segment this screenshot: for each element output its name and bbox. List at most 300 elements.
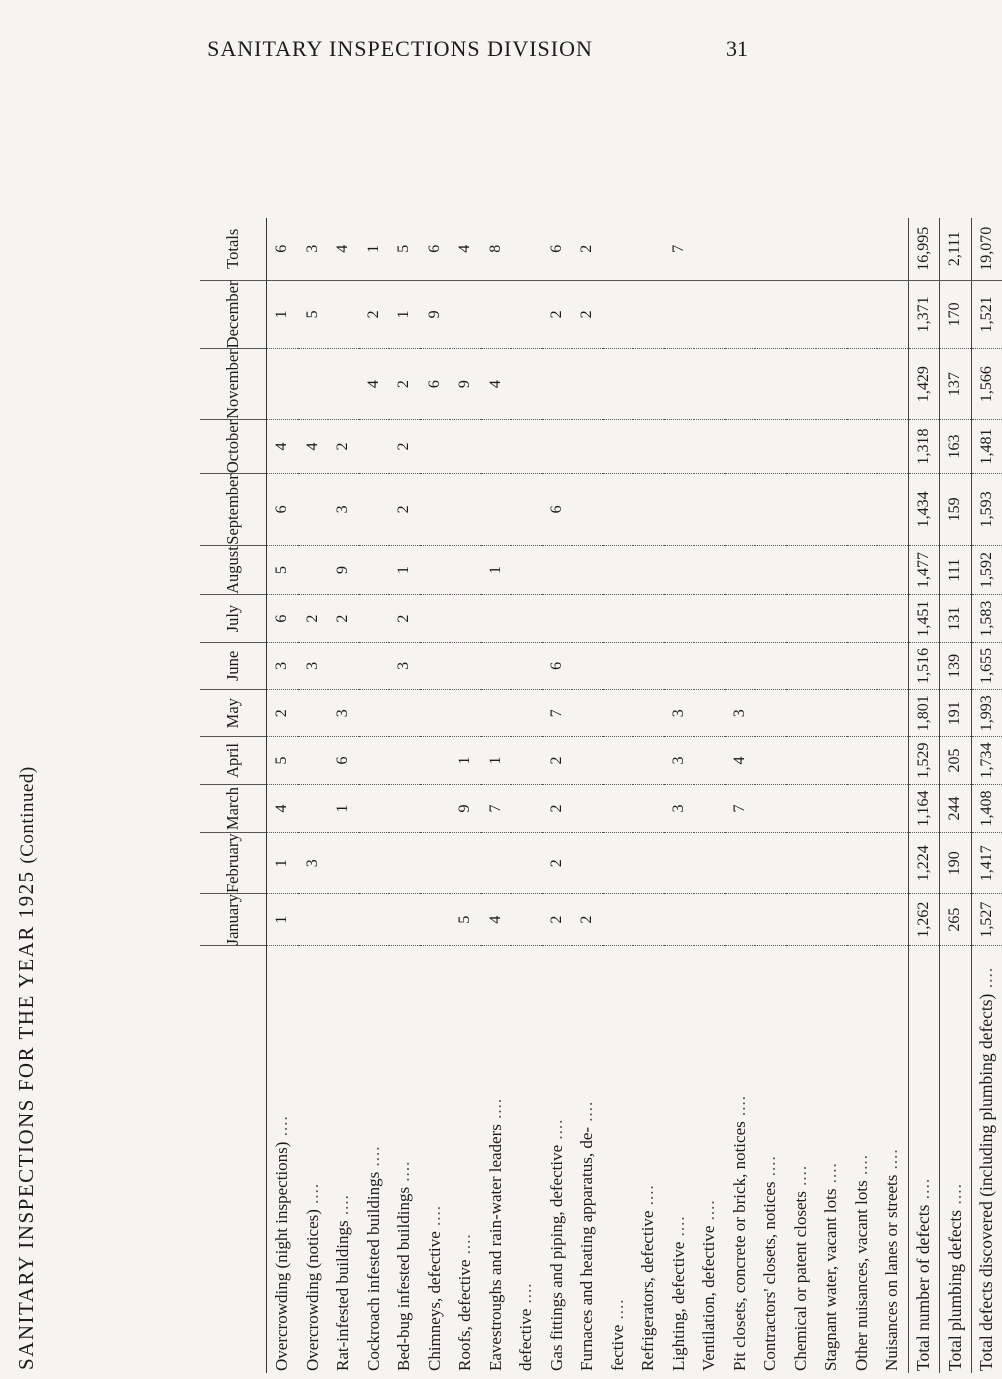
row-label: Lighting, defective .... (668, 1215, 688, 1371)
table-row (389, 218, 420, 1373)
table-cell (847, 349, 878, 420)
table-cell (633, 595, 664, 642)
table-cell (786, 737, 817, 784)
table-cell (877, 545, 908, 595)
row-label: Other nuisances, vacant lots .... (851, 1154, 871, 1371)
table-row (847, 218, 878, 1373)
table-cell (847, 784, 878, 833)
table-cell: 5 (450, 894, 481, 946)
table-cell: 19,070 (971, 218, 1002, 280)
table-cell: 7 (664, 218, 695, 280)
table-cell (420, 737, 451, 784)
table-cell: 1,224 (908, 833, 940, 894)
table-cell (816, 474, 847, 546)
table-cell (511, 595, 542, 642)
table-cell (511, 690, 542, 737)
table-row (877, 218, 908, 1373)
table-cell: 1,734 (971, 737, 1002, 784)
table-cell (359, 737, 390, 784)
table-cell: 3 (298, 833, 329, 894)
table-cell: 4 (481, 894, 512, 946)
table-cell (786, 218, 817, 280)
table-cell: 205 (940, 737, 972, 784)
table-cell: 4 (298, 419, 329, 473)
table-cell (450, 280, 481, 349)
row-label: Total plumbing defects .... (940, 946, 972, 1373)
table-cell (694, 474, 725, 546)
table-cell (481, 595, 512, 642)
table-cell: 2 (542, 280, 573, 349)
table-cell (633, 218, 664, 280)
table-cell (298, 784, 329, 833)
table-cell: 1,655 (971, 642, 1002, 689)
table-cell: 6 (420, 218, 451, 280)
table-cell (572, 737, 603, 784)
row-label: Contractors' closets, notices .... (760, 1155, 780, 1371)
table-cell (877, 737, 908, 784)
table-cell: 7 (725, 784, 756, 833)
table-cell (786, 784, 817, 833)
table-cell (877, 474, 908, 546)
table-row (420, 218, 451, 1373)
table-cell (389, 894, 420, 946)
table-cell (481, 833, 512, 894)
table-row (633, 218, 664, 1373)
table-cell (725, 218, 756, 280)
table-cell (633, 894, 664, 946)
row-label: Pit closets, concrete or brick, notices .... (729, 1095, 749, 1371)
category-header (200, 946, 267, 1373)
table-cell: 6 (267, 218, 298, 280)
inspection-table (200, 218, 1002, 1373)
table-cell: 1,516 (908, 642, 940, 689)
table-cell: 1,417 (971, 833, 1002, 894)
table-cell (755, 419, 786, 473)
table-cell (725, 419, 756, 473)
table-cell: 1,592 (971, 545, 1002, 595)
table-row (298, 218, 329, 1373)
table-cell (877, 218, 908, 280)
table-cell (816, 690, 847, 737)
table-cell (603, 737, 634, 784)
table-cell (572, 690, 603, 737)
table-cell (633, 784, 664, 833)
table-cell (603, 545, 634, 595)
table-cell (664, 833, 695, 894)
table-cell: 1,318 (908, 419, 940, 473)
column-header: June (200, 642, 267, 689)
table-cell: 4 (359, 349, 390, 420)
table-cell: 4 (267, 419, 298, 473)
table-cell (511, 280, 542, 349)
table-cell: 9 (420, 280, 451, 349)
table-title (14, 766, 39, 1370)
table-cell (603, 595, 634, 642)
row-label: Ventilation, defective .... (699, 1199, 719, 1371)
table-cell (786, 349, 817, 420)
page-number: 31 (726, 36, 748, 61)
row-label: Rat-infested buildings .... (333, 1194, 353, 1371)
table-cell (389, 833, 420, 894)
table-cell (542, 419, 573, 473)
table-cell (420, 833, 451, 894)
table-cell (847, 474, 878, 546)
table-title-suffix: (Continued) (17, 766, 38, 864)
table-cell (603, 349, 634, 420)
table-row (755, 218, 786, 1373)
table-cell: 190 (940, 833, 972, 894)
table-cell (816, 784, 847, 833)
table-cell: 3 (664, 737, 695, 784)
table-cell (725, 642, 756, 689)
table-cell (603, 894, 634, 946)
table-cell (572, 642, 603, 689)
row-label: Cockroach infested buildings .... (363, 1145, 383, 1371)
table-cell (450, 419, 481, 473)
table-cell (847, 642, 878, 689)
table-cell (511, 784, 542, 833)
table-cell: 9 (328, 545, 359, 595)
table-cell: 3 (298, 642, 329, 689)
table-row (664, 218, 695, 1373)
table-row (359, 218, 390, 1373)
table-cell: 111 (940, 545, 972, 595)
table-cell: 1,429 (908, 349, 940, 420)
table-cell: 6 (328, 737, 359, 784)
column-header: November (200, 349, 267, 420)
table-row (542, 218, 573, 1373)
table-cell: 2 (267, 690, 298, 737)
table-cell (694, 280, 725, 349)
table-cell (420, 419, 451, 473)
table-cell: 3 (725, 690, 756, 737)
table-row (572, 218, 603, 1373)
table-cell (511, 642, 542, 689)
table-cell (877, 642, 908, 689)
table-cell: 2 (389, 474, 420, 546)
table-cell: 1 (359, 218, 390, 280)
table-cell (633, 690, 664, 737)
table-cell: 3 (267, 642, 298, 689)
row-label: Total defects discovered (including plumbing defects) .... (971, 946, 1002, 1373)
table-cell (694, 545, 725, 595)
table-cell (816, 642, 847, 689)
table-cell (420, 642, 451, 689)
table-cell: 5 (267, 737, 298, 784)
table-cell (664, 419, 695, 473)
table-cell: 1,408 (971, 784, 1002, 833)
table-cell: 2 (298, 595, 329, 642)
table-cell (298, 474, 329, 546)
table-cell (542, 545, 573, 595)
table-cell: 5 (298, 280, 329, 349)
table-cell: 137 (940, 349, 972, 420)
table-cell (725, 833, 756, 894)
column-header: September (200, 474, 267, 546)
table-row (725, 218, 756, 1373)
table-cell: 244 (940, 784, 972, 833)
table-cell (847, 419, 878, 473)
table-cell (786, 894, 817, 946)
table-cell (481, 474, 512, 546)
table-cell: 7 (481, 784, 512, 833)
table-cell (816, 833, 847, 894)
row-label: Stagnant water, vacant lots .... (821, 1162, 841, 1371)
table-cell (298, 349, 329, 420)
table-cell (359, 474, 390, 546)
table-cell (755, 642, 786, 689)
row-label: Gas fittings and piping, defective .... (546, 1118, 566, 1371)
row-label: Chemical or patent closets .... (790, 1164, 810, 1371)
table-cell (359, 595, 390, 642)
table-cell: 2 (359, 280, 390, 349)
table-cell: 6 (542, 642, 573, 689)
table-cell (633, 280, 664, 349)
table-cell: 2 (572, 218, 603, 280)
table-cell (877, 349, 908, 420)
table-row (940, 218, 972, 1373)
table-cell (816, 545, 847, 595)
table-row (971, 218, 1002, 1373)
table-cell (725, 595, 756, 642)
table-cell (694, 419, 725, 473)
table-cell: 3 (389, 642, 420, 689)
table-cell (420, 474, 451, 546)
table-cell (847, 280, 878, 349)
table-cell: 159 (940, 474, 972, 546)
table-cell: 139 (940, 642, 972, 689)
table-cell (877, 894, 908, 946)
table-cell: 16,995 (908, 218, 940, 280)
table-cell (298, 894, 329, 946)
table-cell (694, 218, 725, 280)
table-cell (755, 595, 786, 642)
table-cell: 1,527 (971, 894, 1002, 946)
rotated-table-wrapper (200, 218, 997, 1373)
table-cell: 6 (542, 474, 573, 546)
table-cell: 1 (389, 280, 420, 349)
column-header: December (200, 280, 267, 349)
table-cell (755, 737, 786, 784)
table-cell (420, 784, 451, 833)
table-cell (755, 690, 786, 737)
table-cell (572, 784, 603, 833)
table-cell: 2 (389, 419, 420, 473)
table-cell (511, 737, 542, 784)
table-cell (816, 419, 847, 473)
table-cell: 4 (450, 218, 481, 280)
table-cell (511, 419, 542, 473)
table-cell (694, 737, 725, 784)
table-cell (328, 642, 359, 689)
table-cell (481, 280, 512, 349)
table-cell (664, 474, 695, 546)
column-header-row (200, 218, 267, 1373)
table-cell (725, 545, 756, 595)
table-cell: 1,262 (908, 894, 940, 946)
table-cell (359, 642, 390, 689)
table-cell (816, 349, 847, 420)
table-cell (847, 690, 878, 737)
table-cell: 1,371 (908, 280, 940, 349)
table-cell: 1,477 (908, 545, 940, 595)
table-cell: 2 (542, 894, 573, 946)
row-label: Bed-bug infested buildings .... (394, 1160, 414, 1371)
table-cell (572, 545, 603, 595)
table-cell: 1 (328, 784, 359, 833)
table-cell (877, 833, 908, 894)
row-label: Furnaces and heating apparatus, de- .... (577, 1100, 597, 1371)
table-cell: 4 (481, 349, 512, 420)
table-cell (389, 690, 420, 737)
table-cell (603, 218, 634, 280)
table-cell: 1,164 (908, 784, 940, 833)
table-cell (847, 545, 878, 595)
table-cell (694, 595, 725, 642)
row-label: Roofs, defective .... (455, 1233, 475, 1371)
table-cell: 1,529 (908, 737, 940, 784)
column-header: March (200, 784, 267, 833)
table-cell: 9 (450, 784, 481, 833)
table-cell: 1,481 (971, 419, 1002, 473)
table-cell: 1 (267, 833, 298, 894)
row-label: Overcrowding (notices) .... (302, 1182, 322, 1371)
table-cell (755, 894, 786, 946)
table-cell: 4 (725, 737, 756, 784)
column-header: August (200, 545, 267, 595)
table-cell (328, 833, 359, 894)
row-label: Overcrowding (night inspections) .... (272, 1115, 292, 1371)
table-cell (694, 349, 725, 420)
table-cell (359, 894, 390, 946)
table-cell (786, 280, 817, 349)
table-cell (664, 894, 695, 946)
table-cell (786, 642, 817, 689)
table-cell (755, 280, 786, 349)
table-cell: 163 (940, 419, 972, 473)
table-cell (725, 280, 756, 349)
table-cell (603, 833, 634, 894)
table-cell (877, 690, 908, 737)
table-cell (603, 642, 634, 689)
table-cell: 1 (267, 280, 298, 349)
table-cell (603, 280, 634, 349)
table-cell: 9 (450, 349, 481, 420)
row-label: Eavestroughs and rain-water leaders .... (485, 1097, 505, 1371)
table-cell (298, 737, 329, 784)
table-cell (816, 280, 847, 349)
table-cell: 6 (267, 595, 298, 642)
table-cell (664, 642, 695, 689)
table-cell (633, 474, 664, 546)
table-cell (328, 349, 359, 420)
table-cell (694, 894, 725, 946)
table-cell: 2 (389, 349, 420, 420)
table-cell: 2 (542, 833, 573, 894)
table-cell (633, 737, 664, 784)
table-cell: 1,451 (908, 595, 940, 642)
table-cell (694, 833, 725, 894)
table-row (328, 218, 359, 1373)
table-cell (542, 349, 573, 420)
table-cell (694, 784, 725, 833)
table-cell (725, 894, 756, 946)
table-cell: 5 (267, 545, 298, 595)
table-cell (877, 419, 908, 473)
table-cell (267, 349, 298, 420)
table-cell (664, 545, 695, 595)
table-row (511, 218, 542, 1373)
table-cell: 2 (328, 595, 359, 642)
table-cell (786, 833, 817, 894)
table-cell: 2 (572, 894, 603, 946)
table-cell: 2 (542, 784, 573, 833)
table-cell: 131 (940, 595, 972, 642)
table-row (816, 218, 847, 1373)
table-cell (847, 833, 878, 894)
table-cell (450, 642, 481, 689)
table-row (267, 218, 298, 1373)
page-header (0, 0, 800, 110)
table-cell (511, 218, 542, 280)
table-row (450, 218, 481, 1373)
table-cell: 8 (481, 218, 512, 280)
table-row (908, 218, 940, 1373)
table-cell (298, 690, 329, 737)
table-cell (450, 833, 481, 894)
table-cell (359, 784, 390, 833)
table-cell (450, 545, 481, 595)
table-title-text: SANITARY INSPECTIONS FOR THE YEAR 1925 (14, 870, 38, 1370)
table-cell (786, 545, 817, 595)
table-cell (450, 474, 481, 546)
table-cell (481, 642, 512, 689)
table-cell: 6 (420, 349, 451, 420)
table-cell (420, 545, 451, 595)
table-cell (755, 349, 786, 420)
table-cell: 5 (389, 218, 420, 280)
table-cell: 2 (542, 737, 573, 784)
table-cell: 4 (328, 218, 359, 280)
table-cell (450, 595, 481, 642)
table-cell (359, 690, 390, 737)
table-cell (816, 595, 847, 642)
table-cell: 3 (664, 690, 695, 737)
table-cell (847, 595, 878, 642)
table-cell: 1,583 (971, 595, 1002, 642)
table-cell: 3 (664, 784, 695, 833)
table-cell: 1 (267, 894, 298, 946)
table-cell (633, 642, 664, 689)
table-cell: 191 (940, 690, 972, 737)
table-cell (725, 349, 756, 420)
table-cell (786, 690, 817, 737)
table-body (267, 218, 1002, 1373)
table-cell (816, 737, 847, 784)
table-cell (359, 419, 390, 473)
table-cell (664, 595, 695, 642)
table-cell (877, 280, 908, 349)
table-cell (420, 595, 451, 642)
table-cell: 2 (389, 595, 420, 642)
table-cell (694, 690, 725, 737)
table-cell: 1 (450, 737, 481, 784)
table-cell: 1,593 (971, 474, 1002, 546)
table-cell (877, 784, 908, 833)
table-cell: 1,434 (908, 474, 940, 546)
table-row (481, 218, 512, 1373)
table-cell: 2 (328, 419, 359, 473)
